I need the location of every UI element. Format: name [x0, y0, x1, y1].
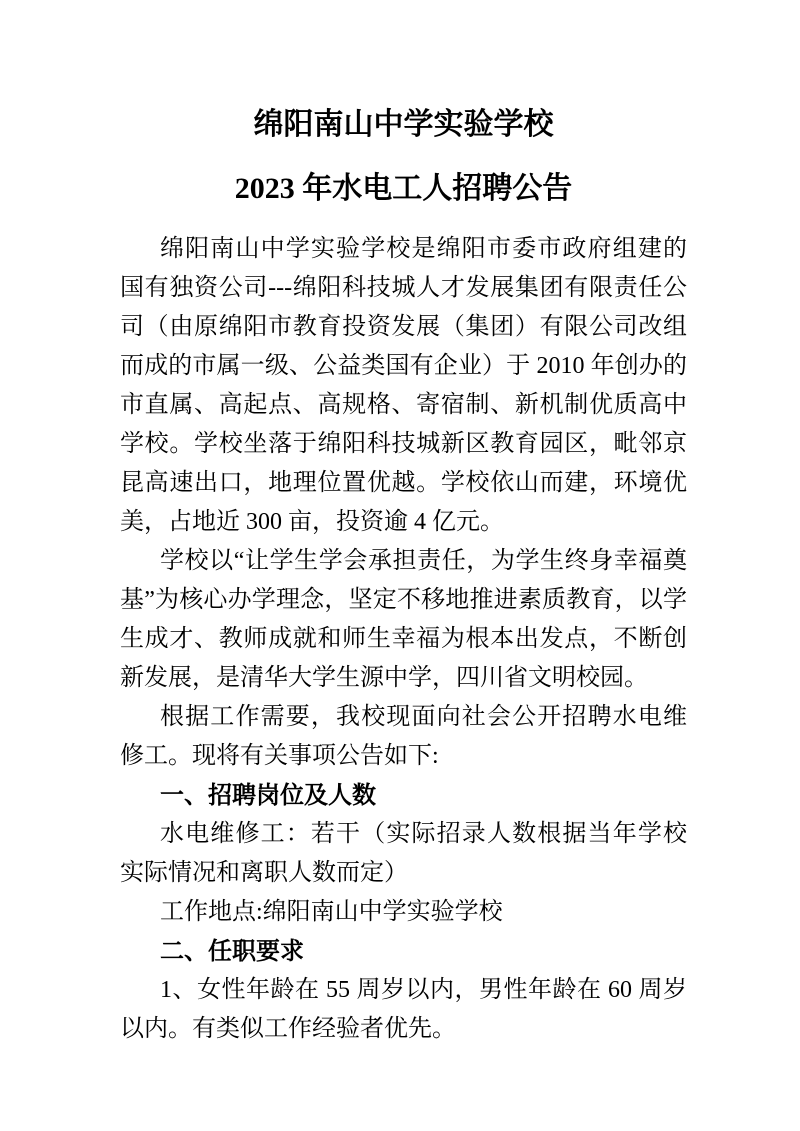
section-heading-requirements: 二、任职要求	[160, 938, 304, 965]
paragraph-recruitment-intro: 根据工作需要，我校现面向社会公开招聘水电维修工。现将有关事项公告如下:	[120, 704, 687, 769]
paragraph-position-headcount: 水电维修工：若干（实际招录人数根据当年学校实际情况和离职人数而定）	[120, 821, 687, 886]
page-subtitle: 2023 年水电工人招聘公告	[234, 172, 573, 205]
paragraph-age-requirement: 1、女性年龄在 55 周岁以内，男性年龄在 60 周岁以内。有类似工作经验者优先。	[120, 977, 687, 1042]
paragraph-school-philosophy: 学校以“让学生学会承担责任，为学生终身幸福奠基”为核心办学理念，坚定不移地推进素质教育，以学生成才、教师成就和师生幸福为根本出发点，不断创新发展，是清华大学生源中学，四川省文明校园。	[120, 548, 687, 691]
page-title: 绵阳南山中学实验学校	[253, 108, 554, 141]
section-heading-positions: 一、招聘岗位及人数	[160, 782, 376, 809]
paragraph-school-intro: 绵阳南山中学实验学校是绵阳市委市政府组建的国有独资公司---绵阳科技城人才发展集团有限责任公司（由原绵阳市教育投资发展（集团）有限公司改组而成的市属一级、公益类国有企业）于 2010 年创办的市直属、高起点、高规格、寄宿制、新机制优质高中学校。学校坐落于绵阳科技城新区教育园区，毗邻京昆高速出口，地理位置优越。学校依山而建，环境优美，占地近 300 亩，投资逾 4 亿元。	[120, 236, 687, 535]
document-body	[120, 230, 687, 1049]
paragraph-work-location: 工作地点:绵阳南山中学实验学校	[160, 899, 503, 925]
